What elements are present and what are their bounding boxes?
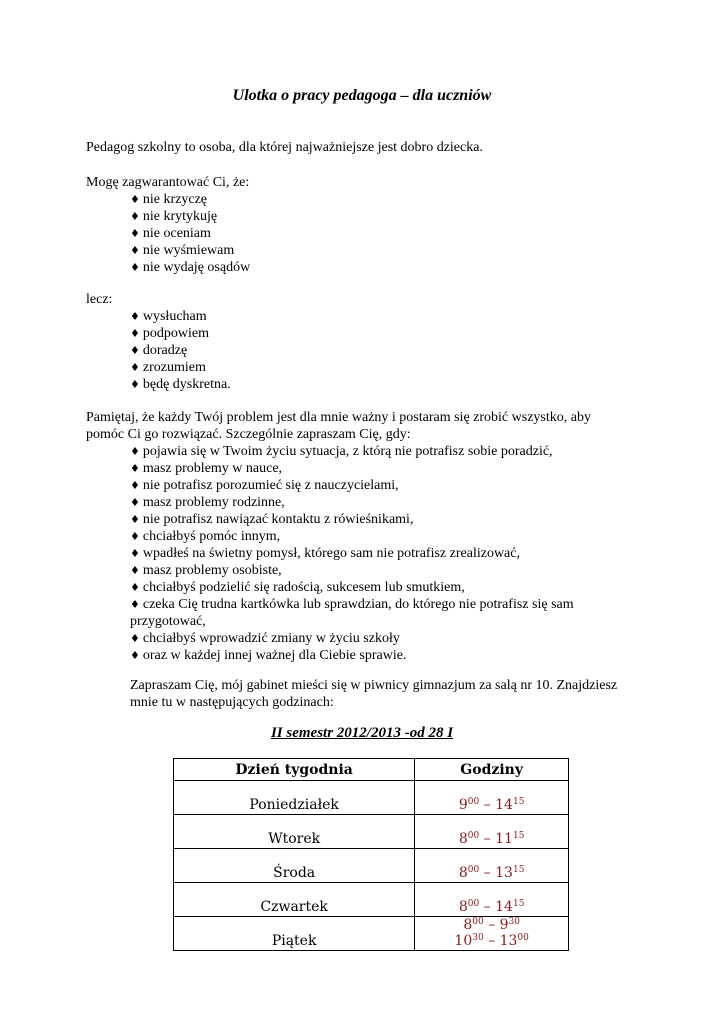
list-item-text: zrozumiem (142, 360, 206, 375)
list-item (130, 630, 650, 647)
list-item (130, 579, 650, 596)
day-cell: Czwartek (174, 883, 415, 917)
day-cell: Środa (174, 849, 415, 883)
list-item-text: podpowiem (142, 326, 209, 341)
from-hour: 8 (458, 899, 468, 915)
diamond-bullet-icon: ♦ (130, 530, 140, 543)
diamond-bullet-icon: ♦ (130, 261, 140, 274)
hours-cell (415, 917, 569, 951)
from-hour: 8 (458, 831, 468, 847)
time-range (415, 917, 568, 933)
day-cell: Wtorek (174, 815, 415, 849)
diamond-bullet-icon: ♦ (130, 378, 140, 391)
semester-heading: II semestr 2012/2013 -od 28 I (270, 725, 454, 741)
diamond-bullet-icon: ♦ (130, 632, 140, 645)
to-hour: 9 (499, 917, 509, 933)
range-dash: – (483, 933, 500, 949)
diamond-bullet-icon: ♦ (130, 649, 140, 662)
invitation-line-2: mnie tu w następujących godzinach: (130, 695, 334, 710)
diamond-bullet-icon: ♦ (130, 361, 140, 374)
guarantee-list (130, 191, 650, 276)
from-minute: 00 (467, 865, 480, 875)
to-minute: 15 (512, 899, 525, 909)
diamond-bullet-icon: ♦ (130, 547, 140, 560)
diamond-bullet-icon: ♦ (130, 310, 140, 323)
from-minute: 00 (467, 797, 480, 807)
table-row (174, 849, 569, 883)
diamond-bullet-icon: ♦ (130, 479, 140, 492)
diamond-bullet-icon: ♦ (130, 227, 140, 240)
diamond-bullet-icon: ♦ (130, 327, 140, 340)
list-item (130, 342, 650, 359)
hours-cell (415, 781, 569, 815)
list-item (130, 494, 650, 511)
header-day: Dzień tygodnia (174, 759, 415, 781)
list-item (130, 477, 650, 494)
from-hour: 10 (454, 933, 473, 949)
list-item (130, 242, 650, 259)
to-minute: 00 (517, 933, 529, 943)
diamond-bullet-icon: ♦ (130, 344, 140, 357)
list-item-text: nie potrafisz nawiązać kontaktu z rówieśnikami, (142, 512, 414, 527)
from-minute: 00 (467, 899, 480, 909)
list-item-text: chciałbyś podzielić się radością, sukcesem lub smutkiem, (142, 580, 465, 595)
diamond-bullet-icon: ♦ (130, 496, 140, 509)
hours-cell (415, 815, 569, 849)
time-range (415, 933, 568, 949)
list-item-text: nie oceniam (142, 226, 211, 241)
time-range (415, 831, 568, 847)
list-item-text: masz problemy osobiste, (142, 563, 282, 578)
but-list (130, 308, 650, 393)
range-dash: – (479, 797, 496, 813)
list-item-text: wysłucham (142, 309, 207, 324)
but-heading: lecz: (86, 292, 113, 307)
list-item-text: chciałbyś pomóc innym, (142, 529, 281, 544)
list-item-text: będę dyskretna. (142, 377, 231, 392)
list-item-text: czeka Cię trudna kartkówka lub sprawdzian, do którego nie potrafisz się sam przygotować, (130, 597, 574, 629)
list-item (130, 259, 650, 276)
list-item-text: chciałbyś wprowadzić zmiany w życiu szkoły (142, 631, 400, 646)
hours-cell (415, 849, 569, 883)
invitation-line-1: Zapraszam Cię, mój gabinet mieści się w piwnicy gimnazjum za salą nr 10. Znajdziesz (130, 678, 618, 693)
table-row (174, 883, 569, 917)
to-minute: 15 (512, 831, 525, 841)
hours-cell (415, 883, 569, 917)
list-item (130, 545, 650, 562)
list-item (130, 325, 650, 342)
list-item-text: nie potrafisz porozumieć się z nauczycielami, (142, 478, 399, 493)
from-hour: 8 (458, 865, 468, 881)
range-dash: – (483, 917, 500, 933)
list-item (130, 511, 650, 528)
table-row (174, 917, 569, 951)
list-item-text: wpadłeś na świetny pomysł, którego sam nie potrafisz zrealizować, (142, 546, 520, 561)
to-minute: 15 (512, 865, 525, 875)
to-hour: 14 (495, 797, 513, 813)
table-row (174, 781, 569, 815)
list-item (130, 208, 650, 225)
list-item-text: masz problemy w nauce, (142, 461, 283, 476)
invitation-paragraph (130, 677, 650, 711)
list-item (130, 191, 650, 208)
from-minute: 30 (472, 933, 484, 943)
list-item (130, 308, 650, 325)
list-item (130, 596, 650, 630)
day-cell: Piątek (174, 917, 415, 951)
list-item-text: nie krzyczę (142, 192, 207, 207)
diamond-bullet-icon: ♦ (130, 244, 140, 257)
remember-paragraph (86, 409, 646, 443)
from-minute: 00 (472, 917, 484, 927)
range-dash: – (479, 831, 496, 847)
guarantee-heading: Mogę zagwarantować Ci, że: (86, 175, 250, 190)
from-hour: 8 (463, 917, 473, 933)
time-range (415, 865, 568, 881)
diamond-bullet-icon: ♦ (130, 598, 140, 611)
list-item (130, 528, 650, 545)
table-body (174, 781, 569, 951)
list-item-text: nie krytykuję (142, 209, 218, 224)
diamond-bullet-icon: ♦ (130, 193, 140, 206)
list-item (130, 443, 650, 460)
time-range (415, 899, 568, 915)
list-item-text: nie wydaję osądów (142, 260, 251, 275)
remember-line-1: Pamiętaj, że każdy Twój problem jest dla mnie ważny i postaram się zrobić wszystko, aby (86, 410, 591, 425)
list-item-text: masz problemy rodzinne, (142, 495, 285, 510)
to-hour: 14 (495, 899, 513, 915)
time-range (415, 797, 568, 813)
situations-list (130, 443, 650, 664)
to-hour: 13 (499, 933, 518, 949)
from-hour: 9 (458, 797, 468, 813)
header-hours: Godziny (415, 759, 569, 781)
list-item-text: pojawia się w Twoim życiu sytuacja, z którą nie potrafisz sobie poradzić, (142, 444, 553, 459)
remember-line-2: pomóc Ci go rozwiązać. Szczególnie zapraszam Cię, gdy: (86, 427, 411, 442)
diamond-bullet-icon: ♦ (130, 445, 140, 458)
list-item (130, 359, 650, 376)
diamond-bullet-icon: ♦ (130, 581, 140, 594)
to-hour: 11 (495, 831, 513, 847)
to-minute: 30 (508, 917, 520, 927)
diamond-bullet-icon: ♦ (130, 210, 140, 223)
list-item (130, 376, 650, 393)
list-item (130, 225, 650, 242)
table-row (174, 815, 569, 849)
list-item (130, 460, 650, 477)
list-item (130, 647, 650, 664)
page-title: Ulotka o pracy pedagoga – dla uczniów (232, 87, 492, 104)
to-hour: 13 (495, 865, 513, 881)
range-dash: – (479, 865, 496, 881)
to-minute: 15 (512, 797, 525, 807)
diamond-bullet-icon: ♦ (130, 462, 140, 475)
list-item (130, 562, 650, 579)
diamond-bullet-icon: ♦ (130, 564, 140, 577)
range-dash: – (479, 899, 496, 915)
day-cell: Poniedziałek (174, 781, 415, 815)
diamond-bullet-icon: ♦ (130, 513, 140, 526)
office-hours-table (173, 758, 569, 951)
from-minute: 00 (467, 831, 480, 841)
list-item-text: nie wyśmiewam (142, 243, 235, 258)
list-item-text: oraz w każdej innej ważnej dla Ciebie sprawie. (142, 648, 407, 663)
table-header-row (174, 759, 569, 781)
intro-paragraph: Pedagog szkolny to osoba, dla której najważniejsze jest dobro dziecka. (86, 140, 483, 155)
list-item-text: doradzę (142, 343, 188, 358)
